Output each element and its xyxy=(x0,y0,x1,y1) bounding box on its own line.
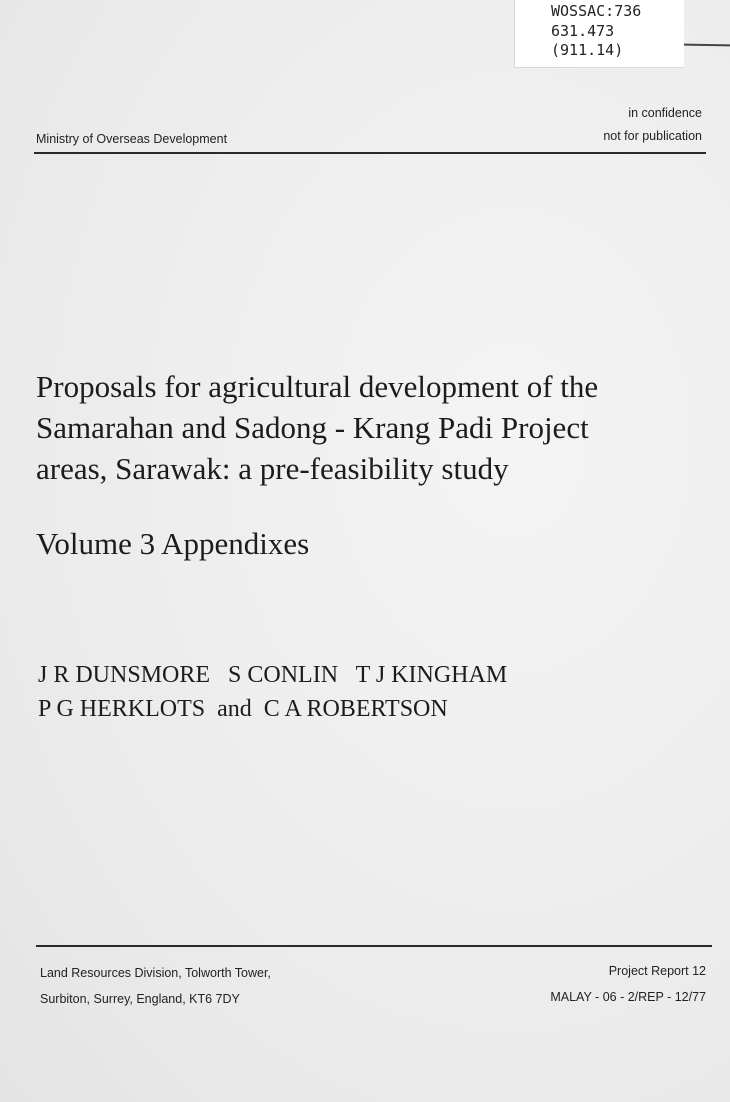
title-line: Proposals for agricultural development of the xyxy=(36,369,599,404)
label-pen-stroke xyxy=(684,44,730,47)
document-title xyxy=(36,366,716,489)
footer-divider xyxy=(36,945,712,947)
title-line: areas, Sarawak: a pre-feasibility study xyxy=(36,451,509,486)
confidence-line: in confidence xyxy=(628,106,702,120)
catalogue-code-line: (911.14) xyxy=(551,41,624,59)
volume-title: Volume 3 Appendixes xyxy=(36,526,310,561)
report-code: MALAY - 06 - 2/REP - 12/77 xyxy=(550,990,706,1004)
catalogue-code-line: 631.473 xyxy=(551,21,615,40)
catalogue-code-line: WOSSAC:736 xyxy=(551,2,642,20)
title-line: Samarahan and Sadong - Krang Padi Project xyxy=(36,410,589,445)
library-catalogue-label xyxy=(514,0,684,68)
author-list xyxy=(38,658,507,726)
address-line: Land Resources Division, Tolworth Tower, xyxy=(40,966,271,980)
confidentiality-notice xyxy=(603,102,702,148)
publisher-address xyxy=(40,960,271,1012)
header-divider xyxy=(34,152,706,154)
report-reference xyxy=(550,958,706,1010)
publisher-name: Ministry of Overseas Development xyxy=(36,132,228,146)
author-line: J R DUNSMORE S CONLIN T J KINGHAM xyxy=(38,662,508,688)
publication-line: not for publication xyxy=(603,129,702,143)
author-line: P G HERKLOTS and C A ROBERTSON xyxy=(38,696,448,722)
report-number: Project Report 12 xyxy=(608,964,706,978)
address-line: Surbiton, Surrey, England, KT6 7DY xyxy=(40,992,240,1006)
